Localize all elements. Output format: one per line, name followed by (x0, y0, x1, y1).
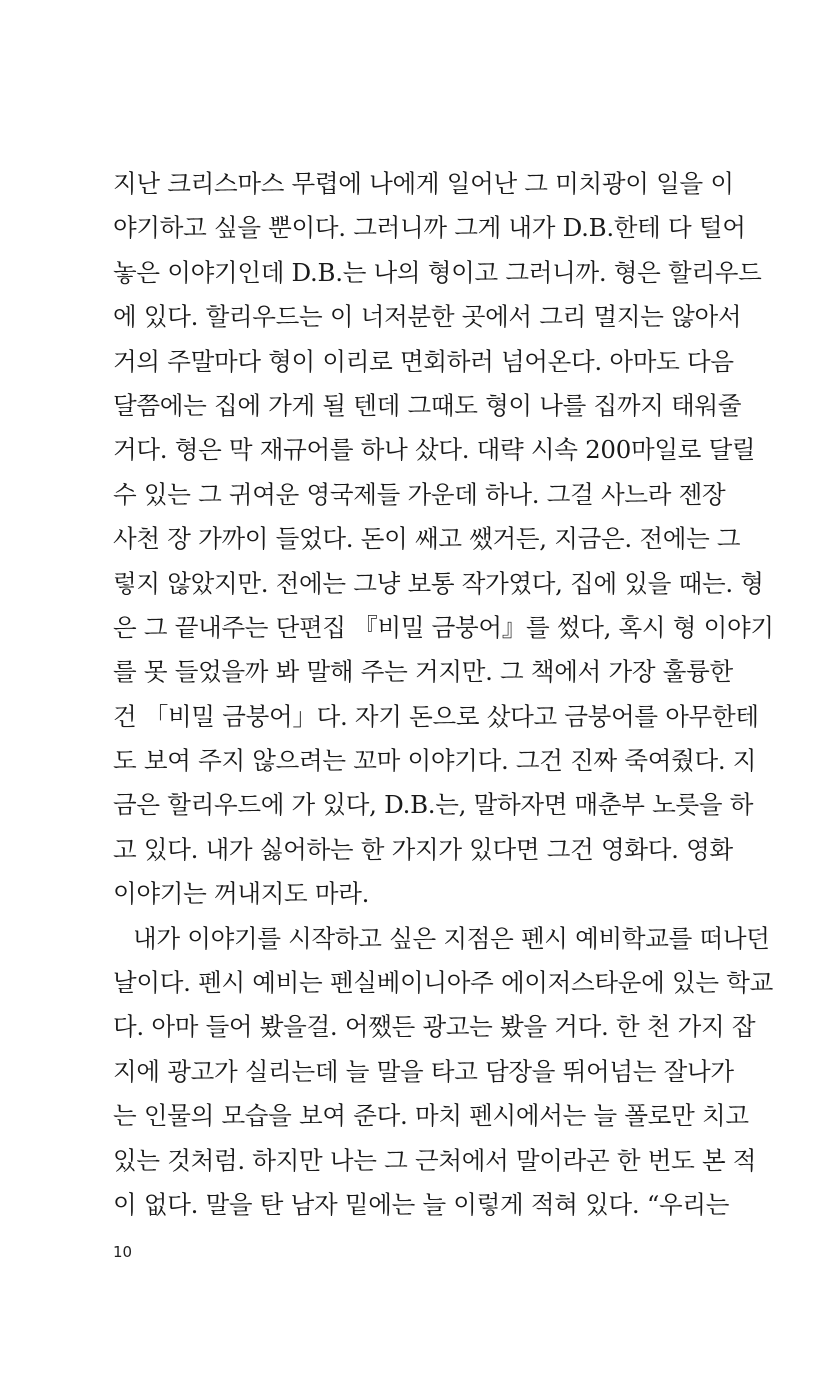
text-line: 수 있는 그 귀여운 영국제들 가운데 하나. 그걸 사느라 젠장 (113, 479, 726, 509)
text-line: 고 있다. 내가 싫어하는 한 가지가 있다면 그건 영화다. 영화 (113, 834, 733, 864)
text-line: 내가 이야기를 시작하고 싶은 지점은 펜시 예비학교를 떠나던 (133, 923, 770, 953)
text-line: 은 그 끝내주는 단편집 『비밀 금붕어』를 썼다, 혹시 형 이야기 (113, 612, 774, 642)
text-line: 도 보여 주지 않으려는 꼬마 이야기다. 그건 진짜 죽여줬다. 지 (113, 746, 757, 776)
text-line: 이야기는 꺼내지도 마라. (113, 879, 370, 909)
text-line: 건 「비밀 금붕어」다. 자기 돈으로 샀다고 금붕어를 아무한테 (113, 701, 759, 731)
text-line: 야기하고 싶을 뿐이다. 그러니까 그게 내가 D.B.한테 다 털어 (113, 213, 746, 243)
text-line: 이 없다. 말을 탄 남자 밑에는 늘 이렇게 적혀 있다. “우리는 (113, 1189, 730, 1219)
text-line: 다. 아마 들어 봤을걸. 어쨌든 광고는 봤을 거다. 한 천 가지 잡 (113, 1012, 756, 1042)
text-line: 거의 주말마다 형이 이리로 면회하러 넘어온다. 아마도 다음 (113, 346, 734, 376)
text-line: 놓은 이야기인데 D.B.는 나의 형이고 그러니까. 형은 할리우드 (113, 257, 762, 287)
text-line: 지에 광고가 실리는데 늘 말을 타고 담장을 뛰어넘는 잘나가 (113, 1056, 734, 1086)
text-line: 를 못 들었을까 봐 말해 주는 거지만. 그 책에서 가장 훌륭한 (113, 657, 733, 687)
paragraph-2 (113, 917, 773, 1228)
body-text (113, 162, 774, 1227)
text-line: 사천 장 가까이 들었다. 돈이 쌔고 쌨거든, 지금은. 전에는 그 (113, 524, 741, 554)
text-line: 거다. 형은 막 재규어를 하나 샀다. 대략 시속 200마일로 달릴 (113, 435, 756, 465)
text-line: 렇지 않았지만. 전에는 그냥 보통 작가였다, 집에 있을 때는. 형 (113, 568, 764, 598)
text-line: 지난 크리스마스 무렵에 나에게 일어난 그 미치광이 일을 이 (113, 169, 734, 198)
text-line: 금은 할리우드에 가 있다, D.B.는, 말하자면 매춘부 노릇을 하 (113, 790, 754, 820)
text-line: 있는 것처럼. 하지만 나는 그 근처에서 말이라곤 한 번도 본 적 (113, 1145, 757, 1175)
text-line: 는 인물의 모습을 보여 준다. 마치 펜시에서는 늘 폴로만 치고 (113, 1101, 749, 1131)
page-number: 10 (113, 1243, 133, 1261)
text-line: 날이다. 펜시 예비는 펜실베이니아주 에이저스타운에 있는 학교 (113, 968, 773, 998)
text-line: 달쯤에는 집에 가게 될 텐데 그때도 형이 나를 집까지 태워줄 (113, 390, 742, 420)
paragraph-1 (113, 162, 774, 917)
text-line: 에 있다. 할리우드는 이 너저분한 곳에서 그리 멀지는 않아서 (113, 302, 742, 332)
